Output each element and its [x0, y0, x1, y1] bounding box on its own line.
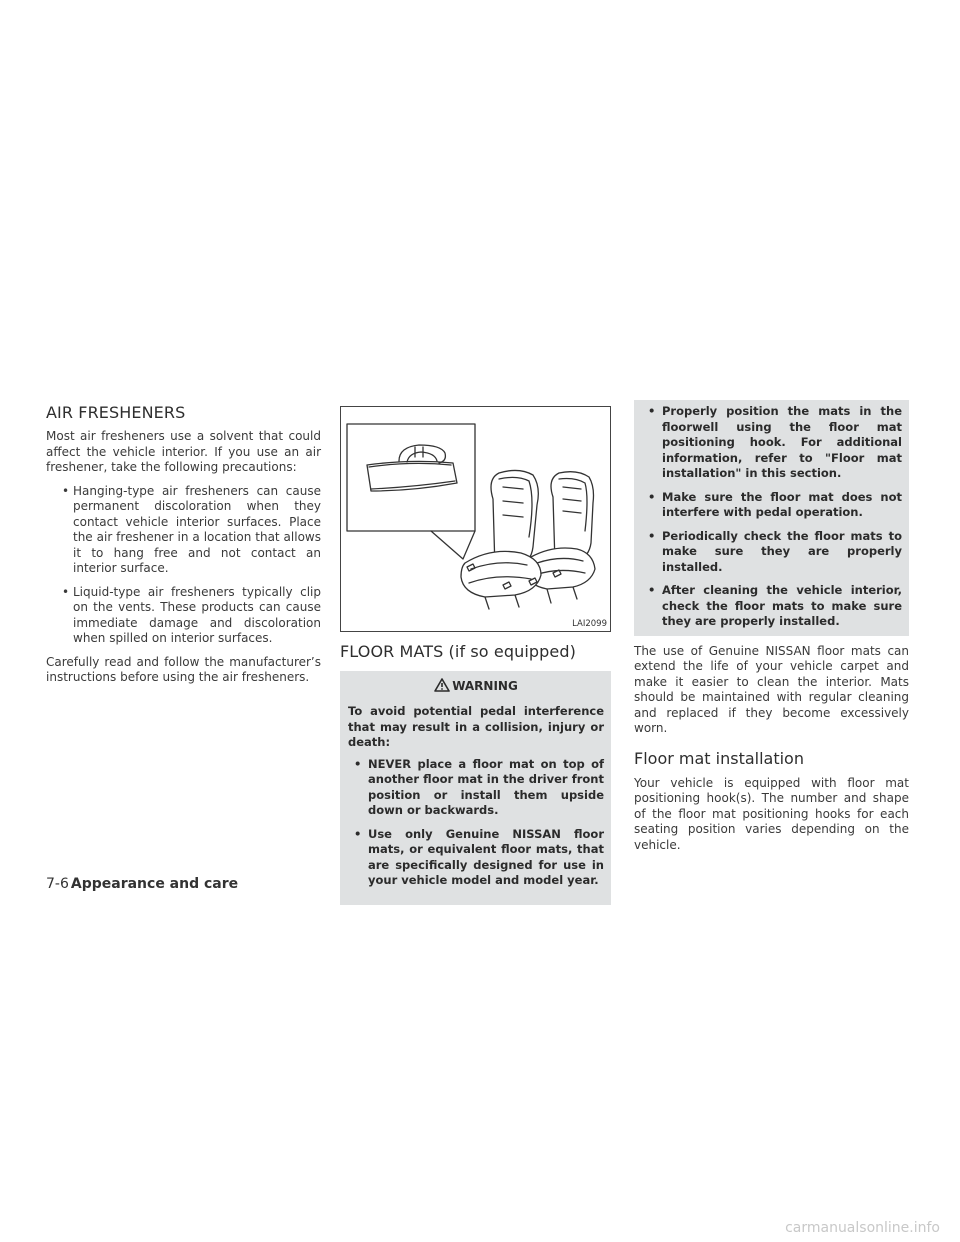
list-item [642, 583, 902, 630]
warning-title: WARNING [452, 679, 518, 693]
watermark: carmanualsonline.info [785, 1220, 940, 1236]
air-fresheners-heading: AIR FRESHENERS [46, 403, 186, 422]
list-item-text: Liquid-type air fresheners typically clip on the vents. These products can cause immediate damage and discoloration when spilled on interior surfaces. [73, 584, 321, 645]
bullet-dot: • [648, 583, 656, 597]
list-item-text: Use only Genuine NISSAN floor mats, or equivalent floor mats, that are specifically designed for use in your vehicle model and model year. [368, 826, 604, 887]
list-item [46, 484, 321, 577]
air-fresheners-intro: Most air fresheners use a solvent that could affect the vehicle interior. If you use an air freshener, take the following precautions: [46, 429, 321, 474]
bullet-dot: • [354, 826, 362, 841]
warning-bullet-list-continued [642, 404, 902, 630]
installation-heading: Floor mat installation [634, 748, 804, 768]
seats-with-hooks-drawing [341, 407, 612, 633]
column-floor-mats [340, 400, 611, 905]
column-floor-mats-continued [634, 400, 909, 861]
warning-box [340, 671, 611, 905]
warning-box-continued [634, 400, 909, 636]
air-fresheners-closing: Carefully read and follow the manufacturer’s instructions before using the air fresheners. [46, 654, 321, 684]
installation-text: Your vehicle is equipped with floor mat positioning hook(s). The number and shape of the floor mat positioning hooks for each seating position varies depending on the vehicle. [634, 775, 909, 852]
floor-mats-heading: FLOOR MATS (if so equipped) [340, 642, 576, 661]
list-item [642, 490, 902, 521]
list-item-text: Make sure the floor mat does not interfere with pedal operation. [662, 489, 902, 519]
floor-mat-illustration [340, 406, 611, 632]
list-item [642, 404, 902, 482]
list-item-text: Properly position the mats in the floorwell using the floor mat positioning hook. For additional information, refer to "Floor mat installation" in this section. [662, 404, 902, 480]
page-footer [46, 876, 238, 892]
list-item-text: NEVER place a floor mat on top of another floor mat in the driver front position or install them upside down or backwards. [368, 756, 604, 817]
list-item-text: Periodically check the floor mats to make sure they are properly installed. [662, 528, 902, 574]
list-item-text: Hanging-type air fresheners can cause permanent discoloration when they contact vehicle interior surfaces. Place the air freshener in a location that allows it to hang free and not contact an interior surface. [73, 483, 321, 575]
bullet-dot: • [648, 489, 656, 504]
warning-intro: To avoid potential pedal interference that may result in a collision, injury or death: [348, 704, 604, 749]
list-item [348, 757, 604, 819]
bullet-dot: • [648, 528, 656, 543]
warning-triangle-icon [434, 678, 450, 695]
warning-bullet-list [348, 757, 604, 889]
warning-header [348, 678, 604, 695]
air-fresheners-bullet-list [46, 484, 321, 647]
chapter-title: Appearance and care [70, 876, 239, 892]
list-item [46, 585, 321, 647]
bullet-dot: • [62, 584, 70, 599]
page-number: 7-6 [46, 876, 69, 892]
list-item [642, 529, 902, 576]
figure-code: LAI2099 [572, 619, 607, 629]
bullet-dot: • [354, 756, 362, 771]
list-item [348, 827, 604, 889]
floor-mats-usage: The use of Genuine NISSAN floor mats can extend the life of your vehicle carpet and make it easier to clean the interior. Mats should be maintained with regular cleaning and replaced if they become excessively worn. [634, 643, 909, 735]
column-air-fresheners [46, 400, 321, 694]
list-item-text: After cleaning the vehicle interior, check the floor mats to make sure they are properly installed. [662, 583, 902, 628]
bullet-dot: • [648, 404, 656, 418]
bullet-dot: • [62, 483, 70, 498]
